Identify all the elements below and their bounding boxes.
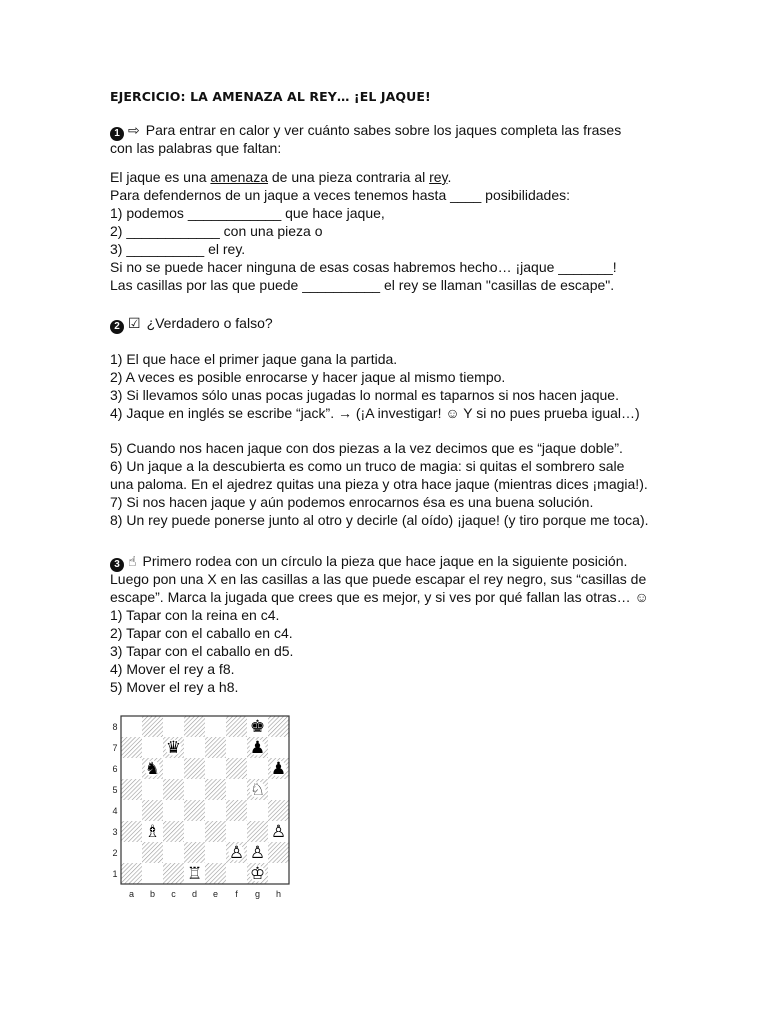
board-square-d4	[184, 800, 205, 821]
list-item: 8) Un rey puede ponerse junto al otro y decirle (al oído) ¡jaque! (y tiro porque me toca).	[110, 512, 649, 528]
file-label: b	[149, 889, 156, 899]
chess-piece-f2: ♙	[228, 843, 245, 863]
rank-label: 3	[112, 827, 118, 837]
list-item: 6) Un jaque a la descubierta es como un truco de magia: si quitas el sombrero sale	[110, 458, 625, 474]
chess-piece-d1: ♖	[186, 864, 203, 884]
board-square-f4	[226, 800, 247, 821]
list-item: 7) Si nos hacen jaque y aún podemos enrocarnos ésa es una buena solución.	[110, 494, 594, 510]
chess-piece-g7: ♟	[249, 738, 266, 758]
board-square-b7	[142, 737, 163, 758]
board-square-e1	[205, 863, 226, 884]
section-1-intro	[110, 121, 670, 157]
chess-piece-g5: ♘	[249, 780, 266, 800]
list-item: 2) Tapar con el caballo en c4.	[110, 625, 293, 641]
board-square-e3	[205, 821, 226, 842]
file-label: a	[128, 889, 135, 899]
board-square-f3	[226, 821, 247, 842]
file-label: c	[171, 889, 176, 899]
section-3-first-line: Primero rodea con un círculo la pieza que hace jaque en la siguiente posición.	[142, 553, 628, 569]
pointing-hand-icon: ☝	[128, 554, 137, 570]
list-item: una paloma. En el ajedrez quitas una pieza y otra hace jaque (mientras dices ¡magia!).	[110, 476, 648, 492]
text-line: Luego pon una X en las casillas a las que puede escapar el rey negro, sus “casillas de	[110, 571, 647, 587]
board-square-e8	[205, 716, 226, 737]
board-square-a4	[121, 800, 142, 821]
file-label: f	[235, 889, 238, 899]
text-line: 2) ____________ con una pieza o	[110, 223, 323, 239]
text-line: 1) podemos ____________ que hace jaque,	[110, 205, 385, 221]
section-1-intro-line: con las palabras que faltan:	[110, 140, 282, 156]
list-item: 5) Cuando nos hacen jaque con dos piezas a la vez decimos que es “jaque doble”.	[110, 440, 623, 456]
list-item: 3) Tapar con el caballo en d5.	[110, 643, 294, 659]
rank-label: 2	[112, 848, 118, 858]
rank-label: 6	[112, 764, 118, 774]
board-square-a8	[121, 716, 142, 737]
section-2-title: ¿Verdadero o falso?	[146, 315, 273, 331]
board-square-c3	[163, 821, 184, 842]
file-label: h	[275, 889, 282, 899]
board-square-d6	[184, 758, 205, 779]
board-square-e2	[205, 842, 226, 863]
rank-label: 4	[112, 806, 118, 816]
text-line: Las casillas por las que puede __________ el rey se llaman "casillas de escape".	[110, 277, 615, 293]
board-square-f5	[226, 779, 247, 800]
file-label: d	[191, 889, 198, 899]
board-square-d7	[184, 737, 205, 758]
board-square-e6	[205, 758, 226, 779]
chess-piece-g1: ♔	[249, 864, 266, 884]
list-item: 4) Jaque en inglés se escribe “jack”. → (¡A investigar! ☺ Y si no pues prueba igual…)	[110, 405, 640, 421]
chess-piece-g8: ♚	[249, 717, 266, 737]
file-label: e	[212, 889, 219, 899]
chess-piece-g2: ♙	[249, 843, 266, 863]
board-square-a6	[121, 758, 142, 779]
board-square-a7	[121, 737, 142, 758]
text-line: Para defendernos de un jaque a veces tenemos hasta ____ posibilidades:	[110, 187, 570, 203]
board-square-g3	[247, 821, 268, 842]
board-square-d3	[184, 821, 205, 842]
board-square-h4	[268, 800, 289, 821]
chess-piece-c7: ♛	[165, 738, 182, 758]
board-square-f6	[226, 758, 247, 779]
chess-piece-b6: ♞	[144, 759, 161, 779]
true-false-list-a	[110, 350, 670, 422]
board-square-g6	[247, 758, 268, 779]
board-square-c1	[163, 863, 184, 884]
board-square-a2	[121, 842, 142, 863]
chess-board	[105, 712, 305, 902]
board-square-c5	[163, 779, 184, 800]
page-title: EJERCICIO: LA AMENAZA AL REY… ¡EL JAQUE!	[110, 89, 431, 104]
board-square-c6	[163, 758, 184, 779]
list-item: 1) Tapar con la reina en c4.	[110, 607, 280, 623]
rank-label: 1	[112, 869, 118, 879]
board-square-f8	[226, 716, 247, 737]
board-square-h8	[268, 716, 289, 737]
board-square-e5	[205, 779, 226, 800]
board-square-b8	[142, 716, 163, 737]
rank-label: 7	[112, 743, 118, 753]
number-badge-3: 3	[110, 558, 124, 572]
board-square-h2	[268, 842, 289, 863]
board-square-f7	[226, 737, 247, 758]
board-square-f1	[226, 863, 247, 884]
board-square-c8	[163, 716, 184, 737]
board-square-a3	[121, 821, 142, 842]
checkbox-icon: ☑	[128, 316, 141, 332]
list-item: 3) Si llevamos sólo unas pocas jugadas lo normal es taparnos si nos hacen jaque.	[110, 387, 619, 403]
board-square-b2	[142, 842, 163, 863]
number-badge-2: 2	[110, 320, 124, 334]
section-1-intro-line: Para entrar en calor y ver cuánto sabes sobre los jaques completa las frases	[145, 122, 622, 138]
section-1-body	[110, 168, 670, 294]
chess-piece-h6: ♟	[270, 759, 287, 779]
list-item: 5) Mover el rey a h8.	[110, 679, 239, 695]
text-line: Si no se puede hacer ninguna de esas cosas habremos hecho… ¡jaque _______!	[110, 259, 617, 275]
true-false-list-b	[110, 439, 670, 529]
rank-label: 8	[112, 722, 118, 732]
number-badge-1: 1	[110, 127, 124, 141]
board-square-d5	[184, 779, 205, 800]
list-item: 4) Mover el rey a f8.	[110, 661, 235, 677]
board-square-e7	[205, 737, 226, 758]
arrow-icon: ⇨	[128, 123, 140, 139]
underlined-word: amenaza	[210, 169, 268, 185]
board-square-h7	[268, 737, 289, 758]
board-square-b1	[142, 863, 163, 884]
board-square-h1	[268, 863, 289, 884]
board-square-c2	[163, 842, 184, 863]
rank-label: 5	[112, 785, 118, 795]
board-square-b5	[142, 779, 163, 800]
underlined-word: rey	[429, 169, 448, 185]
board-square-c4	[163, 800, 184, 821]
board-square-h5	[268, 779, 289, 800]
list-item: 1) El que hace el primer jaque gana la partida.	[110, 351, 398, 367]
board-square-d2	[184, 842, 205, 863]
board-square-e4	[205, 800, 226, 821]
file-label: g	[254, 889, 261, 899]
text-line: 3) __________ el rey.	[110, 241, 246, 257]
section-3-body	[110, 552, 670, 696]
board-square-b4	[142, 800, 163, 821]
section-2-heading	[110, 314, 670, 332]
board-square-g4	[247, 800, 268, 821]
chess-piece-h3: ♙	[270, 822, 287, 842]
board-square-a1	[121, 863, 142, 884]
text-line: escape”. Marca la jugada que crees que es mejor, y si ves por qué fallan las otras… ☺	[110, 589, 649, 605]
definition-line: El jaque es una amenaza de una pieza contraria al rey.	[110, 169, 452, 185]
board-square-a5	[121, 779, 142, 800]
board-square-d8	[184, 716, 205, 737]
chess-piece-b3: ♗	[144, 822, 161, 842]
list-item: 2) A veces es posible enrocarse y hacer jaque al mismo tiempo.	[110, 369, 506, 385]
